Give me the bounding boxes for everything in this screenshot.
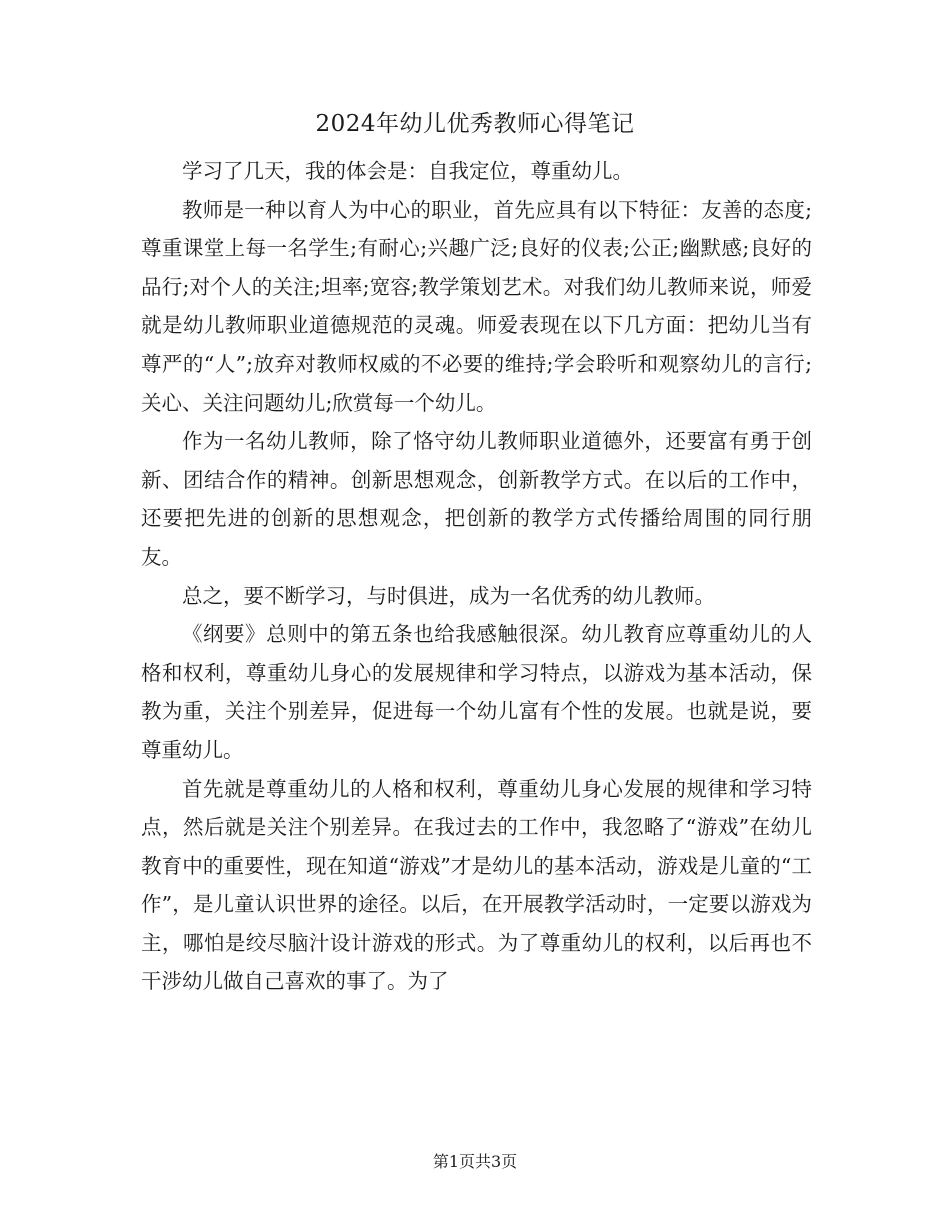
page-number-footer: 第1页共3页 [432,1152,518,1171]
paragraph-2: 教师是一种以育人为中心的职业，首先应具有以下特征：友善的态度;尊重课堂上每一名学生;有耐心;兴趣广泛;良好的仪表;公正;幽默感;良好的品行;对个人的关注;坦率;宽容;教学策划艺术。对我们幼儿教师来说，师爱就是幼儿教师职业道德规范的灵魂。师爱表现在以下几方面：把幼儿当有尊严的“人”;放弃对教师权威的不必要的维持;学会聆听和观察幼儿的言行;关心、关注问题幼儿;欣赏每一个幼儿。 [141,197,812,415]
document-body [141,152,812,1001]
page-title: 2024年幼儿优秀教师心得笔记 [315,111,635,137]
paragraph-4: 总之，要不断学习，与时俱进，成为一名优秀的幼儿教师。 [182,583,715,608]
paragraph-1: 学习了几天，我的体会是：自我定位，尊重幼儿。 [182,159,633,183]
paragraph-6: 首先就是尊重幼儿的人格和权利，尊重幼儿身心发展的规律和学习特点，然后就是关注个别差异。在我过去的工作中，我忽略了“游戏”在幼儿教育中的重要性，现在知道“游戏”才是幼儿的基本活动，游戏是儿童的“工作”，是儿童认识世界的途径。以后，在开展教学活动时，一定要以游戏为主，哪怕是绞尽脑汁设计游戏的形式。为了尊重幼儿的权利，以后再也不干涉幼儿做自己喜欢的事了。为了 [141,776,812,994]
paragraph-5: 《纲要》总则中的第五条也给我感触很深。幼儿教育应尊重幼儿的人格和权利，尊重幼儿身心的发展规律和学习特点，以游戏为基本活动，保教为重，关注个别差异，促进每一个幼儿富有个性的发展。也就是说，要尊重幼儿。 [141,622,812,762]
paragraph-3: 作为一名幼儿教师，除了恪守幼儿教师职业道德外，还要富有勇于创新、团结合作的精神。创新思想观念，创新教学方式。在以后的工作中，还要把先进的创新的思想观念，把创新的教学方式传播给周围的同行朋友。 [141,429,812,569]
